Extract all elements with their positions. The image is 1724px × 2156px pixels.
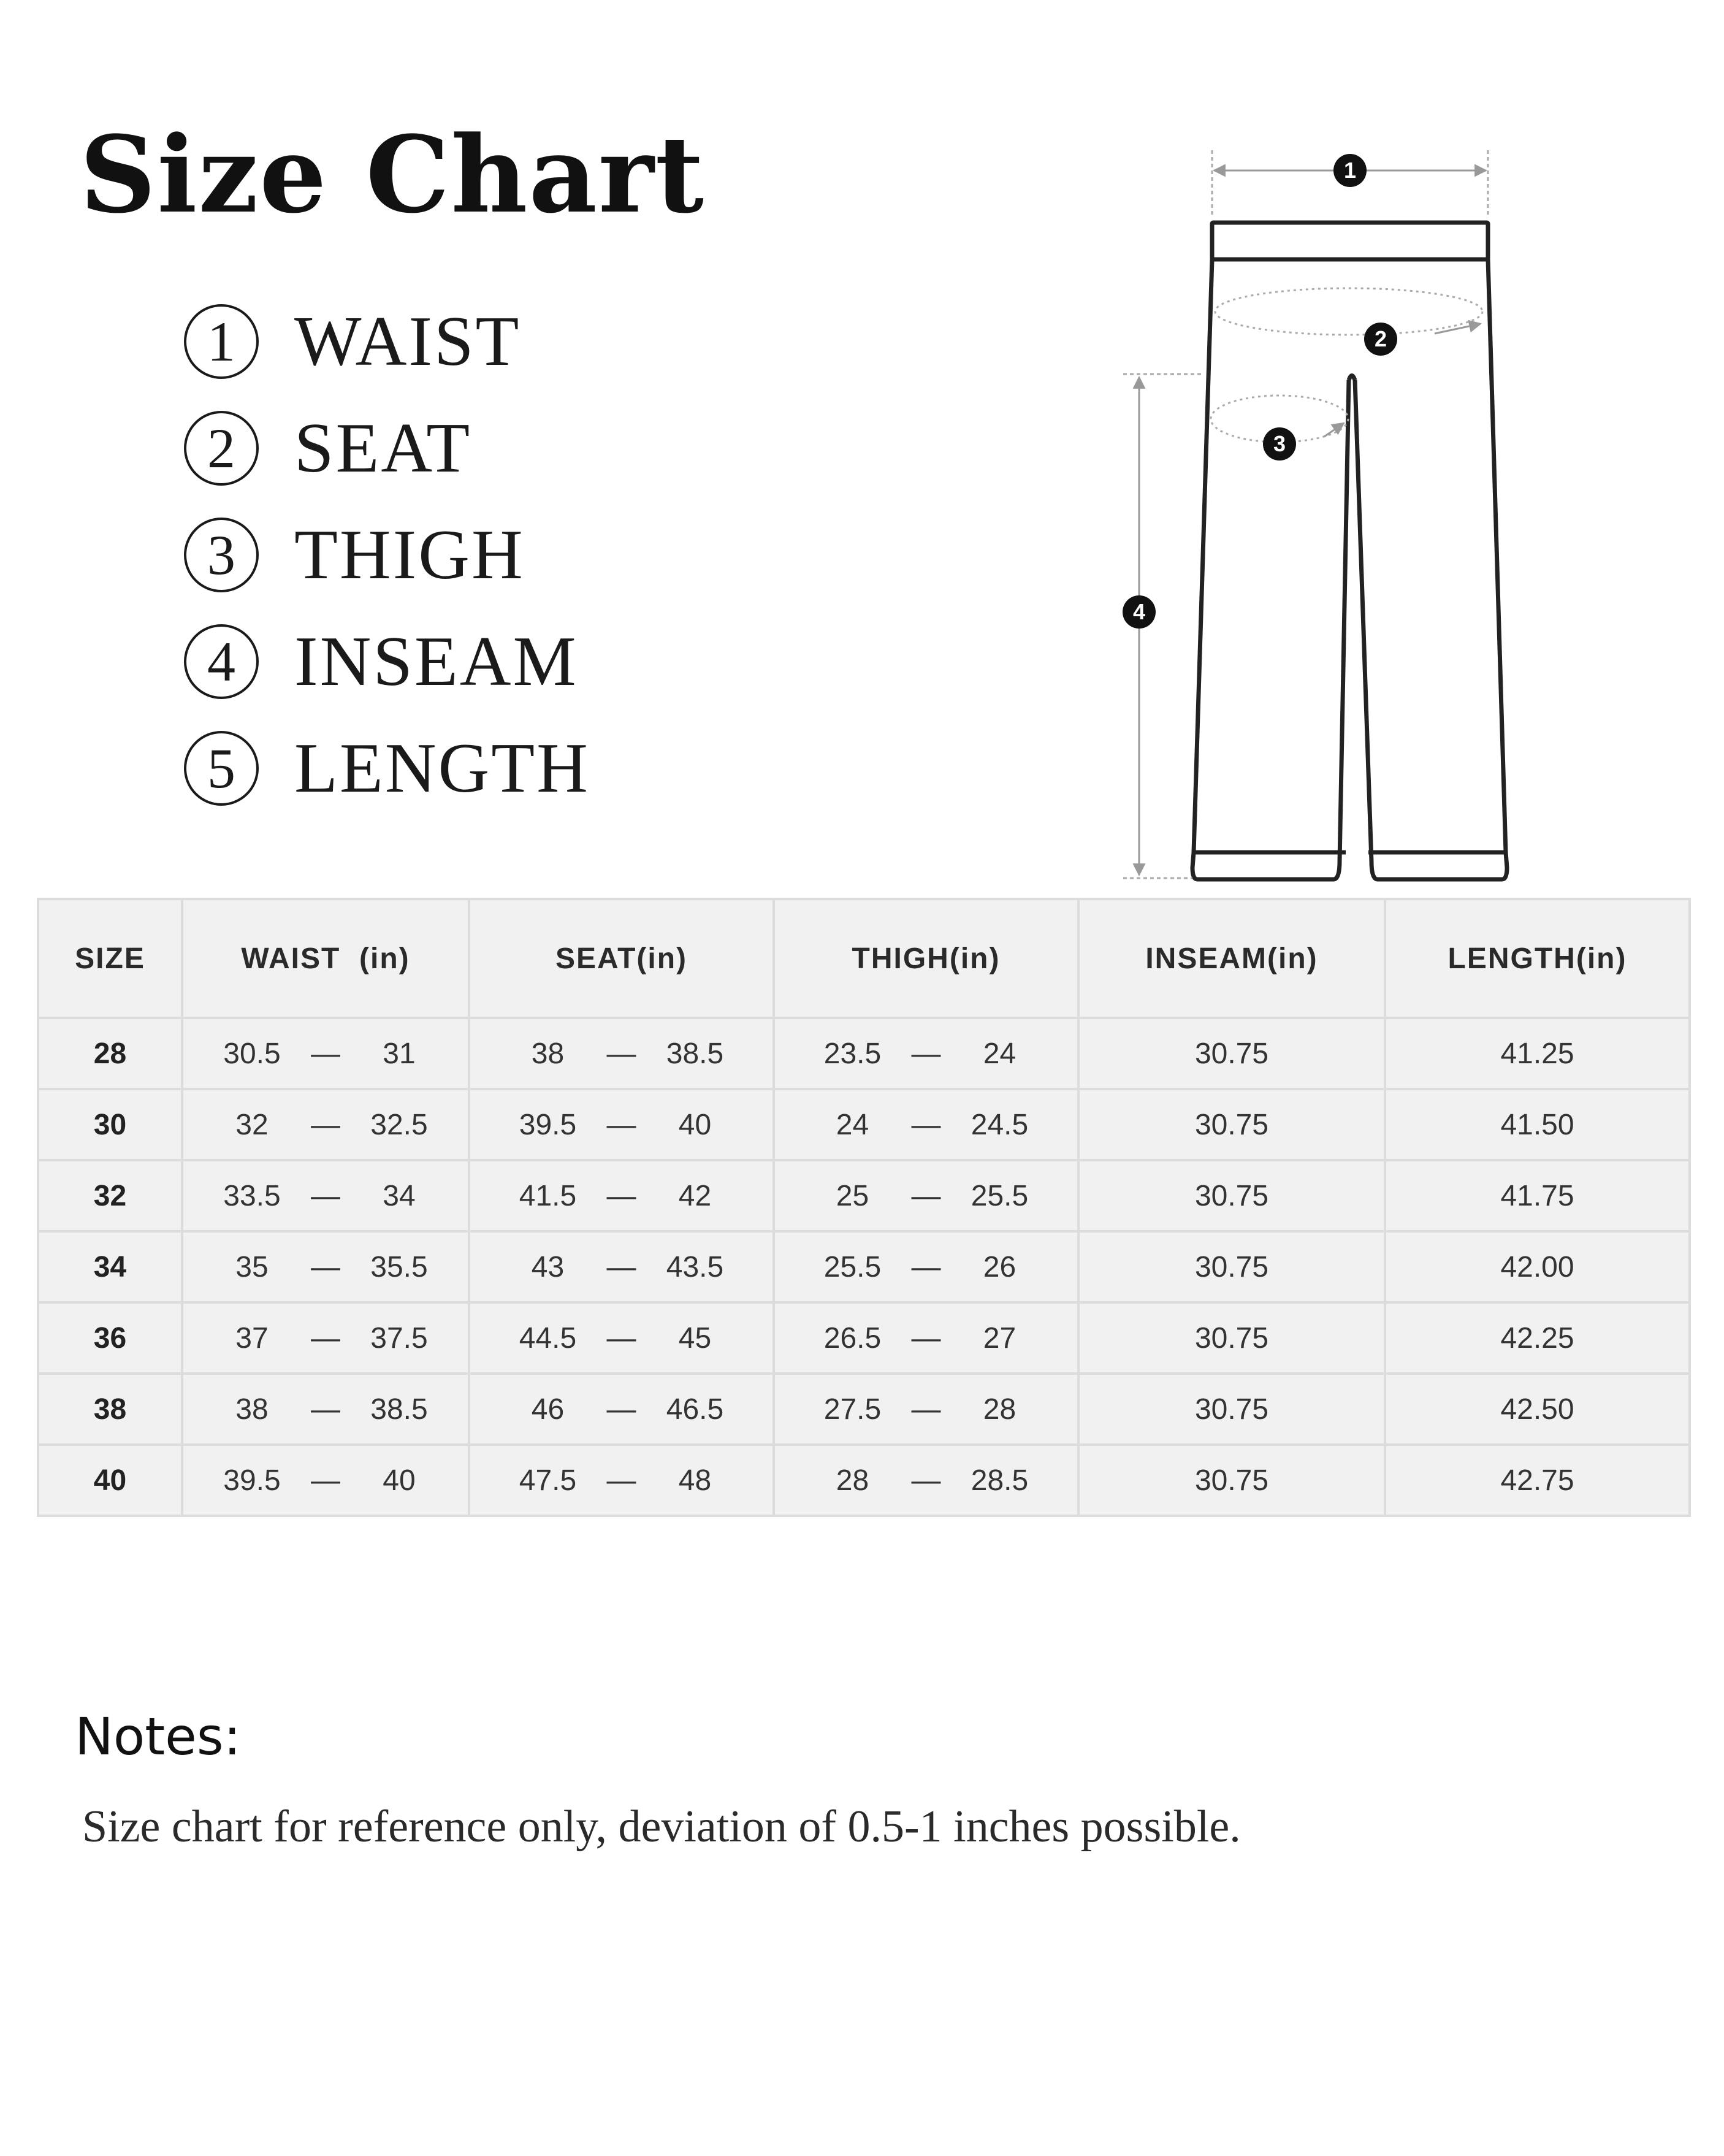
cell-waist xyxy=(182,1160,469,1231)
thigh-min: 25.5 xyxy=(823,1250,882,1283)
range-separator: — xyxy=(911,1108,941,1141)
marker-4 xyxy=(1123,595,1156,629)
seat-max: 48 xyxy=(678,1464,712,1497)
waist-max: 32.5 xyxy=(370,1108,428,1141)
range-separator: — xyxy=(606,1179,636,1212)
thigh-min: 23.5 xyxy=(823,1037,882,1070)
marker-3 xyxy=(1263,427,1296,461)
legend-label: THIGH xyxy=(294,516,525,594)
thigh-min: 28 xyxy=(836,1464,869,1497)
waist-max: 35.5 xyxy=(370,1250,428,1283)
waist-min: 38 xyxy=(235,1393,269,1426)
thigh-range xyxy=(775,1321,1077,1355)
pants-diagram-svg xyxy=(1091,135,1557,901)
notes-text: Size chart for reference only, deviation of 0.5-1 inches possible. xyxy=(82,1802,1241,1852)
cell-inseam: 30.75 xyxy=(1078,1374,1385,1445)
thigh-min: 24 xyxy=(836,1108,869,1141)
range-separator: — xyxy=(311,1393,340,1426)
cell-length: 42.25 xyxy=(1385,1302,1690,1374)
thigh-min: 26.5 xyxy=(823,1321,882,1355)
pants-outline xyxy=(1192,223,1507,879)
measurement-legend xyxy=(184,288,590,822)
seat-min: 47.5 xyxy=(519,1464,577,1497)
legend-label: WAIST xyxy=(294,302,521,381)
table-row xyxy=(38,1089,1690,1160)
range-separator: — xyxy=(311,1037,340,1070)
cell-inseam: 30.75 xyxy=(1078,1018,1385,1089)
cell-length: 42.50 xyxy=(1385,1374,1690,1445)
seat-min: 41.5 xyxy=(519,1179,577,1212)
cell-size: 38 xyxy=(38,1374,182,1445)
cell-size: 32 xyxy=(38,1160,182,1231)
header-waist: WAIST (in) xyxy=(182,899,469,1018)
pants-diagram xyxy=(1091,135,1557,901)
marker-2-label: 2 xyxy=(1374,326,1387,351)
legend-number: 3 xyxy=(184,518,259,592)
header-size: SIZE xyxy=(38,899,182,1018)
range-separator: — xyxy=(911,1179,941,1212)
seat-guide xyxy=(1215,288,1482,335)
range-separator: — xyxy=(911,1250,941,1283)
cell-seat xyxy=(469,1374,774,1445)
cell-length: 41.50 xyxy=(1385,1089,1690,1160)
marker-2 xyxy=(1364,323,1397,356)
header-seat: SEAT(in) xyxy=(469,899,774,1018)
table-row xyxy=(38,1302,1690,1374)
thigh-min: 27.5 xyxy=(823,1393,882,1426)
legend-number: 5 xyxy=(184,731,259,806)
legend-label: SEAT xyxy=(294,409,472,487)
seat-range xyxy=(470,1179,772,1213)
thigh-range xyxy=(775,1108,1077,1142)
cell-size: 28 xyxy=(38,1018,182,1089)
range-separator: — xyxy=(311,1179,340,1212)
cell-waist xyxy=(182,1231,469,1302)
range-separator: — xyxy=(606,1393,636,1426)
cell-size: 40 xyxy=(38,1445,182,1516)
seat-range xyxy=(470,1037,772,1071)
range-separator: — xyxy=(911,1464,941,1497)
range-separator: — xyxy=(911,1037,941,1070)
cell-thigh xyxy=(774,1231,1078,1302)
waist-max: 37.5 xyxy=(370,1321,428,1355)
cell-seat xyxy=(469,1160,774,1231)
cell-seat xyxy=(469,1445,774,1516)
seat-min: 43 xyxy=(531,1250,565,1283)
thigh-max: 27 xyxy=(983,1321,1016,1355)
notes-heading: Notes: xyxy=(75,1707,241,1767)
waist-max: 38.5 xyxy=(370,1393,428,1426)
legend-number: 4 xyxy=(184,624,259,699)
seat-max: 38.5 xyxy=(666,1037,724,1070)
cell-seat xyxy=(469,1302,774,1374)
cell-waist xyxy=(182,1018,469,1089)
range-separator: — xyxy=(311,1250,340,1283)
legend-number: 1 xyxy=(184,304,259,379)
range-separator: — xyxy=(606,1250,636,1283)
cell-waist xyxy=(182,1374,469,1445)
thigh-max: 28 xyxy=(983,1393,1016,1426)
cell-thigh xyxy=(774,1302,1078,1374)
cell-waist xyxy=(182,1089,469,1160)
range-separator: — xyxy=(911,1321,941,1355)
cell-length: 41.75 xyxy=(1385,1160,1690,1231)
waist-range xyxy=(183,1393,468,1426)
seat-min: 44.5 xyxy=(519,1321,577,1355)
table-row xyxy=(38,1374,1690,1445)
thigh-min: 25 xyxy=(836,1179,869,1212)
cell-size: 36 xyxy=(38,1302,182,1374)
marker-3-label: 3 xyxy=(1273,431,1286,456)
table-row xyxy=(38,1160,1690,1231)
cell-inseam: 30.75 xyxy=(1078,1302,1385,1374)
range-separator: — xyxy=(606,1321,636,1355)
legend-item-length xyxy=(184,715,590,822)
waist-max: 31 xyxy=(383,1037,416,1070)
page-title: Size Chart xyxy=(80,112,706,237)
cell-size: 30 xyxy=(38,1089,182,1160)
waist-range xyxy=(183,1179,468,1213)
waist-min: 35 xyxy=(235,1250,269,1283)
seat-range xyxy=(470,1250,772,1284)
cell-thigh xyxy=(774,1160,1078,1231)
cell-thigh xyxy=(774,1018,1078,1089)
waist-max: 40 xyxy=(383,1464,416,1497)
size-table xyxy=(37,898,1691,1517)
cell-seat xyxy=(469,1089,774,1160)
waist-range xyxy=(183,1250,468,1284)
range-separator: — xyxy=(911,1393,941,1426)
seat-range xyxy=(470,1321,772,1355)
thigh-max: 24.5 xyxy=(971,1108,1029,1141)
cell-length: 41.25 xyxy=(1385,1018,1690,1089)
table-header-row xyxy=(38,899,1690,1018)
legend-item-waist xyxy=(184,288,590,395)
waist-min: 39.5 xyxy=(223,1464,281,1497)
thigh-max: 28.5 xyxy=(971,1464,1029,1497)
waist-min: 32 xyxy=(235,1108,269,1141)
thigh-range xyxy=(775,1037,1077,1071)
legend-item-seat xyxy=(184,395,590,502)
thigh-range xyxy=(775,1250,1077,1284)
seat-range xyxy=(470,1393,772,1426)
waist-max: 34 xyxy=(383,1179,416,1212)
range-separator: — xyxy=(311,1464,340,1497)
cell-inseam: 30.75 xyxy=(1078,1445,1385,1516)
seat-range xyxy=(470,1108,772,1142)
marker-4-label: 4 xyxy=(1132,599,1146,624)
cell-size: 34 xyxy=(38,1231,182,1302)
thigh-max: 26 xyxy=(983,1250,1016,1283)
cell-thigh xyxy=(774,1374,1078,1445)
seat-min: 46 xyxy=(531,1393,565,1426)
table-row xyxy=(38,1445,1690,1516)
range-separator: — xyxy=(311,1108,340,1141)
seat-max: 46.5 xyxy=(666,1393,724,1426)
cell-waist xyxy=(182,1445,469,1516)
waist-range xyxy=(183,1108,468,1142)
thigh-range xyxy=(775,1393,1077,1426)
seat-max: 45 xyxy=(678,1321,712,1355)
table-body xyxy=(38,1018,1690,1516)
cell-seat xyxy=(469,1231,774,1302)
cell-thigh xyxy=(774,1445,1078,1516)
cell-inseam: 30.75 xyxy=(1078,1160,1385,1231)
waist-min: 30.5 xyxy=(223,1037,281,1070)
header-thigh: THIGH(in) xyxy=(774,899,1078,1018)
seat-max: 42 xyxy=(678,1179,712,1212)
table-row xyxy=(38,1231,1690,1302)
cell-thigh xyxy=(774,1089,1078,1160)
legend-number: 2 xyxy=(184,411,259,486)
seat-range xyxy=(470,1464,772,1497)
seat-max: 40 xyxy=(678,1108,712,1141)
cell-waist xyxy=(182,1302,469,1374)
waist-min: 37 xyxy=(235,1321,269,1355)
seat-min: 38 xyxy=(531,1037,565,1070)
legend-item-thigh xyxy=(184,502,590,608)
cell-inseam: 30.75 xyxy=(1078,1231,1385,1302)
thigh-range xyxy=(775,1464,1077,1497)
legend-label: INSEAM xyxy=(294,622,578,701)
seat-min: 39.5 xyxy=(519,1108,577,1141)
thigh-range xyxy=(775,1179,1077,1213)
range-separator: — xyxy=(606,1037,636,1070)
cell-length: 42.75 xyxy=(1385,1445,1690,1516)
seat-max: 43.5 xyxy=(666,1250,724,1283)
waist-range xyxy=(183,1464,468,1497)
cell-inseam: 30.75 xyxy=(1078,1089,1385,1160)
legend-item-inseam xyxy=(184,608,590,715)
thigh-max: 24 xyxy=(983,1037,1016,1070)
cell-length: 42.00 xyxy=(1385,1231,1690,1302)
legend-label: LENGTH xyxy=(294,729,590,808)
marker-1-label: 1 xyxy=(1343,158,1357,183)
header-inseam: INSEAM(in) xyxy=(1078,899,1385,1018)
waist-range xyxy=(183,1037,468,1071)
range-separator: — xyxy=(311,1321,340,1355)
thigh-max: 25.5 xyxy=(971,1179,1029,1212)
marker-1 xyxy=(1333,154,1367,187)
waist-range xyxy=(183,1321,468,1355)
range-separator: — xyxy=(606,1464,636,1497)
waist-min: 33.5 xyxy=(223,1179,281,1212)
range-separator: — xyxy=(606,1108,636,1141)
header-length: LENGTH(in) xyxy=(1385,899,1690,1018)
table-row xyxy=(38,1018,1690,1089)
cell-seat xyxy=(469,1018,774,1089)
